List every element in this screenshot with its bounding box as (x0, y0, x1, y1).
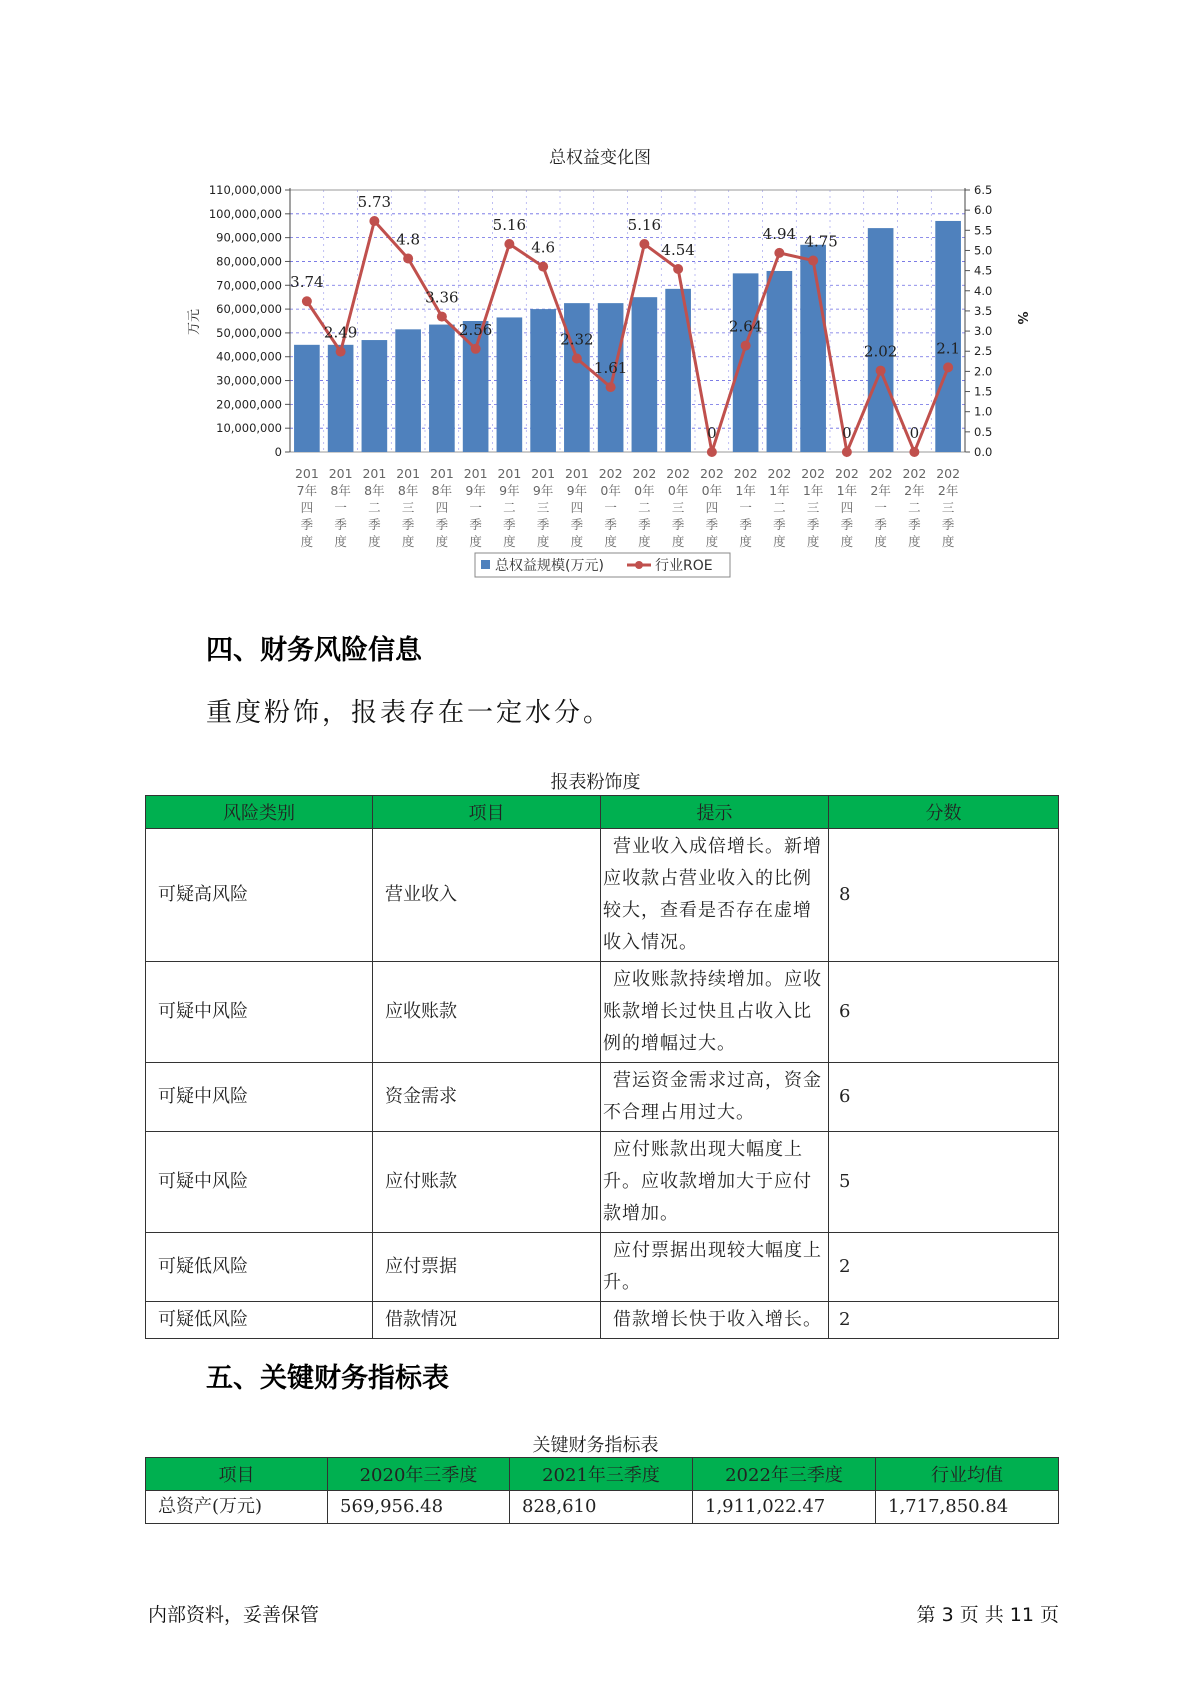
roe-data-label: 2.64 (728, 317, 763, 336)
table-row (146, 1063, 1059, 1132)
hint-cell: 应收账款持续增加。应收账款增长过快且占收入比例的增幅过大。 (601, 962, 829, 1063)
item-cell: 资金需求 (373, 1063, 601, 1132)
x-tick-label: 一 (334, 500, 347, 515)
x-tick-label: 四 (840, 500, 854, 515)
risk-cell: 可疑低风险 (146, 1233, 373, 1302)
x-tick-label: 季 (570, 517, 584, 532)
score-cell: 2 (829, 1233, 1059, 1302)
col-header-risk: 风险类别 (146, 796, 373, 829)
legend-line-marker (635, 561, 643, 569)
x-tick-label: 度 (401, 534, 415, 549)
roe-point (808, 256, 818, 266)
y-right-tick-label: 4.0 (974, 283, 993, 298)
score-cell: 2 (829, 1302, 1059, 1339)
y-right-tick-label: 4.5 (974, 263, 993, 278)
x-tick-label: 202 (632, 466, 657, 481)
col-header-2022q3: 2022年三季度 (693, 1458, 876, 1491)
roe-point (909, 447, 919, 457)
footer-confidential: 内部资料，妥善保管 (148, 1604, 320, 1626)
kpi-value-cell: 1,717,850.84 (876, 1491, 1059, 1524)
risk-cell: 可疑低风险 (146, 1302, 373, 1339)
score-cell: 6 (829, 1063, 1059, 1132)
x-tick-label: 0年 (600, 483, 621, 498)
roe-point (639, 239, 649, 249)
x-tick-label: 度 (739, 534, 752, 549)
item-cell: 应付票据 (373, 1233, 601, 1302)
x-tick-label: 202 (902, 466, 927, 481)
x-tick-label: 季 (604, 517, 617, 532)
x-tick-label: 202 (801, 466, 826, 481)
risk-cell: 可疑中风险 (146, 962, 373, 1063)
equity-bar (868, 228, 894, 452)
x-tick-label: 9年 (532, 483, 554, 498)
y-left-tick-label: 90,000,000 (216, 230, 282, 245)
x-tick-label: 二 (638, 500, 651, 515)
y-left-tick-label: 30,000,000 (216, 373, 282, 388)
roe-point (943, 362, 953, 372)
x-tick-label: 四 (570, 500, 584, 515)
roe-data-label: 0 (707, 424, 717, 442)
x-tick-label: 8年 (397, 483, 419, 498)
y-left-tick-label: 40,000,000 (216, 349, 282, 364)
x-tick-label: 201 (531, 466, 556, 481)
x-tick-label: 201 (564, 466, 589, 481)
x-tick-label: 202 (733, 466, 758, 481)
x-tick-label: 一 (604, 500, 617, 515)
x-tick-label: 2年 (870, 483, 891, 498)
x-tick-label: 二 (908, 500, 921, 515)
equity-bar (328, 345, 354, 452)
x-tick-label: 1年 (802, 483, 824, 498)
x-tick-label: 8年 (330, 483, 351, 498)
x-tick-label: 季 (469, 517, 482, 532)
x-tick-label: 季 (334, 517, 347, 532)
y-left-tick-label: 60,000,000 (216, 302, 282, 317)
x-tick-label: 度 (671, 534, 685, 549)
score-cell: 8 (829, 829, 1059, 962)
col-header-2020q3: 2020年三季度 (328, 1458, 510, 1491)
roe-point (876, 366, 886, 376)
col-header-score: 分数 (829, 796, 1059, 829)
x-tick-label: 202 (868, 466, 893, 481)
roe-point (504, 239, 514, 249)
roe-data-label: 3.36 (425, 288, 459, 307)
x-tick-label: 201 (497, 466, 522, 481)
roe-data-label: 5.73 (357, 193, 392, 212)
x-tick-label: 1年 (836, 483, 858, 498)
x-tick-label: 季 (638, 517, 651, 532)
section5-heading: 五、关键财务指标表 (206, 1363, 449, 1394)
x-tick-label: 202 (598, 466, 623, 481)
item-cell: 借款情况 (373, 1302, 601, 1339)
risk-table-caption: 报表粉饰度 (550, 772, 641, 793)
x-tick-label: 季 (874, 517, 887, 532)
x-tick-label: 202 (834, 466, 859, 481)
equity-chart (0, 0, 1191, 600)
x-tick-label: 7年 (296, 483, 318, 498)
x-tick-label: 四 (435, 500, 449, 515)
x-tick-label: 201 (362, 466, 387, 481)
equity-bar (294, 345, 320, 452)
roe-data-label: 0 (842, 424, 852, 442)
x-tick-label: 0年 (701, 483, 723, 498)
table-row (146, 1233, 1059, 1302)
y-left-tick-label: 80,000,000 (216, 254, 282, 269)
y-right-tick-label: 1.5 (974, 384, 993, 399)
risk-cell: 可疑中风险 (146, 1132, 373, 1233)
hint-cell: 借款增长快于收入增长。 (601, 1302, 829, 1339)
table-row (146, 962, 1059, 1063)
equity-bar (632, 297, 658, 452)
section4-text: 重度粉饰，报表存在一定水分。 (206, 698, 613, 728)
roe-data-label: 2.56 (458, 320, 493, 339)
equity-bar (733, 273, 759, 452)
kpi-value-cell: 569,956.48 (328, 1491, 510, 1524)
item-cell: 营业收入 (373, 829, 601, 962)
table-row (146, 1132, 1059, 1233)
x-tick-label: 三 (806, 500, 820, 515)
roe-data-label: 2.02 (863, 342, 898, 361)
x-tick-label: 度 (874, 534, 887, 549)
y-left-tick-label: 50,000,000 (216, 325, 282, 340)
y-right-tick-label: 6.5 (974, 183, 993, 197)
y-left-tick-label: 10,000,000 (216, 421, 282, 436)
x-tick-label: 0年 (634, 483, 655, 498)
x-tick-label: 度 (536, 534, 550, 549)
roe-data-label: 2.49 (323, 323, 358, 342)
kpi-table (145, 1457, 1059, 1524)
table-row (146, 1302, 1059, 1339)
x-tick-label: 201 (396, 466, 421, 481)
x-tick-label: 8年 (364, 483, 385, 498)
y-right-tick-label: 3.5 (974, 303, 993, 318)
x-tick-label: 201 (463, 466, 488, 481)
x-tick-label: 一 (469, 500, 482, 515)
roe-point (538, 262, 548, 272)
item-cell: 应付账款 (373, 1132, 601, 1233)
y-right-tick-label: 1.0 (974, 404, 993, 419)
roe-data-label: 5.16 (492, 216, 527, 235)
x-tick-label: 度 (368, 534, 381, 549)
equity-bar (362, 340, 388, 452)
table-row (146, 829, 1059, 962)
x-tick-label: 季 (435, 517, 449, 532)
legend-bar-swatch (481, 560, 490, 569)
x-tick-label: 2年 (937, 483, 959, 498)
roe-point (369, 216, 379, 226)
roe-point (741, 341, 751, 351)
score-cell: 6 (829, 962, 1059, 1063)
x-tick-label: 季 (671, 517, 685, 532)
y-right-tick-label: 0.5 (974, 424, 993, 439)
x-tick-label: 9年 (499, 483, 520, 498)
x-tick-label: 三 (671, 500, 685, 515)
col-header-2021q3: 2021年三季度 (510, 1458, 693, 1491)
x-tick-label: 四 (705, 500, 719, 515)
equity-bar (800, 245, 826, 452)
roe-point (336, 347, 346, 357)
y-left-tick-label: 110,000,000 (208, 183, 282, 197)
x-tick-label: 度 (300, 534, 314, 549)
legend-label-equity: 总权益规模(万元) (495, 558, 604, 574)
x-tick-label: 二 (368, 500, 381, 515)
roe-point (842, 447, 852, 457)
x-tick-label: 度 (435, 534, 449, 549)
x-tick-label: 度 (604, 534, 617, 549)
x-tick-label: 度 (638, 534, 651, 549)
y-left-tick-label: 20,000,000 (216, 397, 282, 412)
x-tick-label: 度 (941, 534, 955, 549)
y-left-axis-label: 万元 (187, 308, 202, 336)
hint-cell: 营运资金需求过高，资金不合理占用过大。 (601, 1063, 829, 1132)
col-header-item: 项目 (146, 1458, 328, 1491)
x-tick-label: 二 (503, 500, 516, 515)
roe-data-label: 4.94 (762, 224, 797, 243)
roe-data-label: 3.74 (290, 273, 324, 292)
score-cell: 5 (829, 1132, 1059, 1233)
roe-data-label: 2.32 (560, 330, 594, 349)
x-tick-label: 度 (503, 534, 516, 549)
kpi-table-caption: 关键财务指标表 (532, 1435, 659, 1456)
hint-cell: 营业收入成倍增长。新增应收款占营业收入的比例较大，查看是否存在虚增收入情况。 (601, 829, 829, 962)
x-tick-label: 201 (294, 466, 319, 481)
x-tick-label: 度 (570, 534, 584, 549)
footer-page-number: 第 3 页 共 11 页 (916, 1604, 1059, 1626)
x-tick-label: 度 (469, 534, 482, 549)
y-left-tick-label: 0 (274, 445, 282, 459)
col-header-industry-avg: 行业均值 (876, 1458, 1059, 1491)
x-tick-label: 1年 (735, 483, 756, 498)
x-tick-label: 8年 (431, 483, 453, 498)
y-right-tick-label: 6.0 (974, 203, 993, 218)
x-tick-label: 季 (773, 517, 786, 532)
col-header-hint: 提示 (601, 796, 829, 829)
kpi-table-header (146, 1458, 1059, 1491)
y-right-tick-label: 5.5 (974, 223, 993, 238)
roe-point (673, 264, 683, 274)
x-tick-label: 度 (908, 534, 921, 549)
x-tick-label: 9年 (566, 483, 588, 498)
x-tick-label: 季 (806, 517, 820, 532)
roe-data-label: 4.8 (396, 230, 421, 249)
x-tick-label: 201 (429, 466, 454, 481)
y-right-tick-label: 3.0 (974, 324, 993, 339)
x-tick-label: 季 (908, 517, 921, 532)
y-right-axis-label: % (1014, 311, 1029, 325)
equity-bar (767, 271, 793, 452)
kpi-value-cell: 1,911,022.47 (693, 1491, 876, 1524)
roe-data-label: 2.1 (936, 339, 961, 358)
x-tick-label: 季 (300, 517, 314, 532)
table-row (146, 1491, 1059, 1524)
hint-cell: 应付账款出现大幅度上升。应收款增加大于应付款增加。 (601, 1132, 829, 1233)
x-tick-label: 度 (806, 534, 820, 549)
y-right-tick-label: 2.0 (974, 364, 993, 379)
col-header-item: 项目 (373, 796, 601, 829)
x-tick-label: 9年 (465, 483, 486, 498)
kpi-item-cell: 总资产(万元) (146, 1491, 328, 1524)
x-tick-label: 202 (936, 466, 961, 481)
x-tick-label: 季 (536, 517, 550, 532)
risk-cell: 可疑高风险 (146, 829, 373, 962)
x-tick-label: 一 (874, 500, 887, 515)
legend-label-roe: 行业ROE (655, 558, 713, 574)
x-tick-label: 三 (401, 500, 415, 515)
x-tick-label: 度 (705, 534, 719, 549)
x-tick-label: 四 (300, 500, 314, 515)
x-tick-label: 度 (840, 534, 854, 549)
x-tick-label: 202 (767, 466, 792, 481)
roe-data-label: 1.61 (593, 359, 628, 378)
equity-bar (497, 317, 523, 452)
chart-title: 总权益变化图 (549, 148, 651, 168)
y-right-tick-label: 2.5 (974, 344, 993, 359)
roe-point (572, 353, 582, 363)
x-tick-label: 201 (328, 466, 353, 481)
x-tick-label: 季 (705, 517, 719, 532)
roe-point (606, 382, 616, 392)
section4-heading: 四、财务风险信息 (206, 635, 422, 666)
x-tick-label: 一 (739, 500, 752, 515)
roe-data-label: 4.54 (661, 241, 695, 260)
roe-point (302, 296, 312, 306)
roe-data-label: 4.75 (804, 232, 838, 251)
roe-data-label: 5.16 (627, 216, 662, 235)
x-tick-label: 季 (503, 517, 516, 532)
x-tick-label: 三 (941, 500, 955, 515)
x-tick-label: 季 (840, 517, 854, 532)
roe-point (471, 344, 481, 354)
y-left-tick-label: 70,000,000 (216, 278, 282, 293)
roe-data-label: 0 (909, 424, 920, 442)
equity-bar (935, 221, 961, 452)
x-tick-label: 季 (941, 517, 955, 532)
x-tick-label: 202 (699, 466, 724, 481)
equity-bar (429, 325, 455, 452)
x-tick-label: 三 (536, 500, 550, 515)
equity-bar (564, 303, 590, 452)
x-tick-label: 二 (773, 500, 786, 515)
equity-bar (530, 309, 556, 452)
roe-point (403, 254, 413, 264)
x-tick-label: 季 (401, 517, 415, 532)
risk-table (145, 795, 1059, 1339)
x-tick-label: 季 (368, 517, 381, 532)
hint-cell: 应付票据出现较大幅度上升。 (601, 1233, 829, 1302)
x-tick-label: 1年 (769, 483, 790, 498)
x-tick-label: 季 (739, 517, 752, 532)
y-right-tick-label: 5.0 (974, 243, 993, 258)
x-tick-label: 2年 (904, 483, 925, 498)
equity-bar (395, 329, 421, 452)
roe-data-label: 4.6 (531, 238, 556, 257)
y-left-tick-label: 100,000,000 (208, 206, 282, 221)
x-tick-label: 度 (334, 534, 347, 549)
x-tick-label: 0年 (667, 483, 689, 498)
y-right-tick-label: 0.0 (974, 445, 993, 459)
roe-point (437, 312, 447, 322)
roe-point (707, 447, 717, 457)
kpi-value-cell: 828,610 (510, 1491, 693, 1524)
roe-point (774, 248, 784, 258)
item-cell: 应收账款 (373, 962, 601, 1063)
x-tick-label: 度 (773, 534, 786, 549)
risk-cell: 可疑中风险 (146, 1063, 373, 1132)
risk-table-header (146, 796, 1059, 829)
x-tick-label: 202 (666, 466, 691, 481)
